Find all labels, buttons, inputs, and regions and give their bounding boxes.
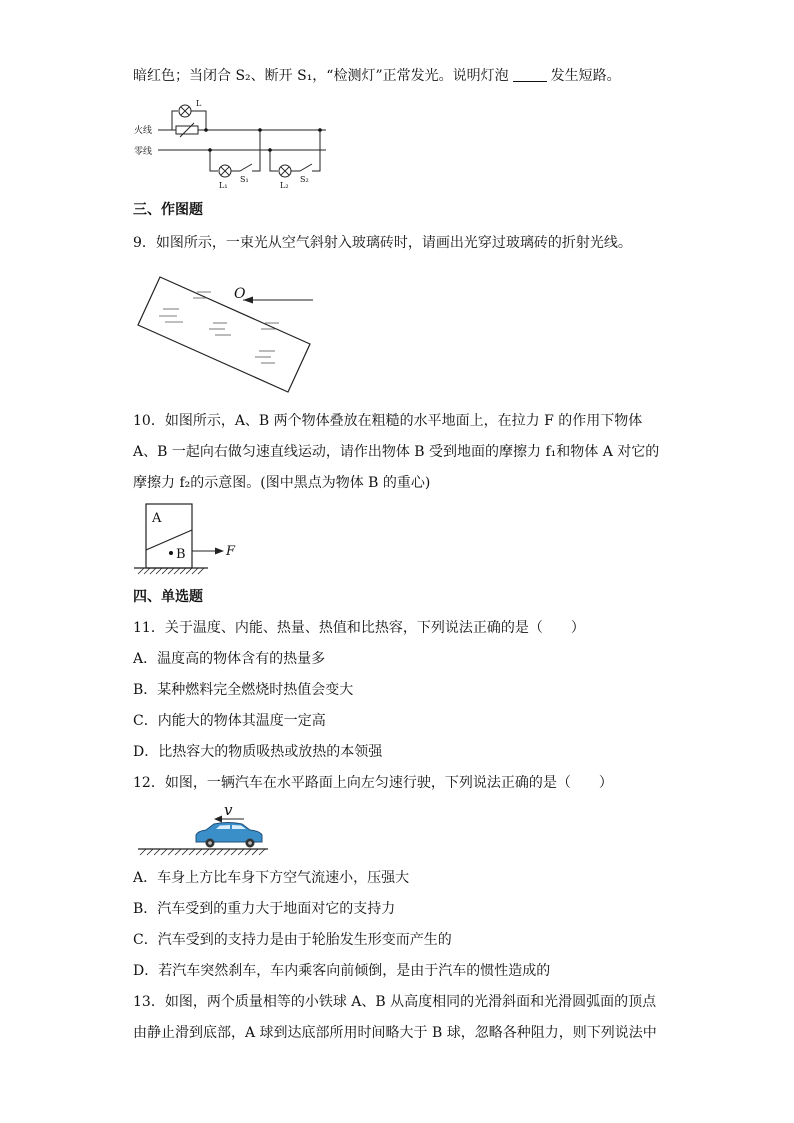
block-b-label: B	[176, 547, 186, 562]
switch-s1-label: S₁	[240, 175, 249, 184]
glass-block-diagram	[135, 265, 315, 395]
velocity-label: v	[224, 801, 233, 819]
live-wire-label: 火线	[134, 126, 153, 136]
lamp-l2-label: L₂	[280, 181, 289, 190]
q11-option-d[interactable]: D．比热容大的物质吸热或放热的本领强	[133, 744, 383, 760]
section-4-title: 四、单选题	[133, 589, 203, 605]
q8-tail-line	[133, 66, 621, 86]
force-f-label: F	[226, 544, 236, 559]
q13-line-2: 由静止滑到底部，A 球到达底部所用时间略大于 B 球，忽略各种阻力，则下列说法中	[133, 1025, 657, 1041]
q8-text-before-blank: 暗红色；当闭合 S₂、断开 S₁，“检测灯”正常发光。说明灯泡	[133, 68, 509, 84]
q11-option-a[interactable]: A．温度高的物体含有的热量多	[133, 651, 326, 667]
lamp-l1-label: L₁	[219, 181, 228, 190]
q11-option-b[interactable]: B．某种燃料完全燃烧时热值会变大	[133, 682, 354, 698]
neutral-wire-label: 零线	[134, 147, 153, 157]
car-icon	[196, 823, 262, 848]
q12-stem: 12．如图，一辆汽车在水平路面上向左匀速行驶，下列说法正确的是（ ）	[133, 775, 613, 791]
block-a-label: A	[152, 511, 162, 526]
q10-line-2: A、B 一起向右做匀速直线运动，请作出物体 B 受到地面的摩擦力 f₁和物体 A 对它的	[133, 444, 660, 460]
q12-option-b[interactable]: B．汽车受到的重力大于地面对它的支持力	[133, 901, 396, 917]
stacked-blocks-diagram	[134, 500, 244, 580]
answer-blank[interactable]	[513, 67, 547, 82]
point-o-label: O	[234, 286, 246, 302]
q12-option-c[interactable]: C．汽车受到的支持力是由于轮胎发生形变而产生的	[133, 932, 452, 948]
lamp-l-label: L	[196, 99, 202, 108]
q10-line-1: 10．如图所示，A、B 两个物体叠放在粗糙的水平地面上，在拉力 F 的作用下物体	[133, 413, 643, 429]
section-3-title: 三、作图题	[133, 202, 203, 218]
q8-text-after-blank: 发生短路。	[550, 68, 621, 84]
q13-line-1: 13．如图，两个质量相等的小铁球 A、B 从高度相同的光滑斜面和光滑圆弧面的顶点	[133, 994, 657, 1010]
q10-line-3: 摩擦力 f₂的示意图。(图中黑点为物体 B 的重心)	[133, 475, 431, 491]
circuit-diagram	[130, 98, 330, 190]
center-of-gravity-dot	[169, 551, 173, 555]
q12-option-a[interactable]: A．车身上方比车身下方空气流速小，压强大	[133, 870, 410, 886]
q12-option-d[interactable]: D．若汽车突然刹车，车内乘客向前倾倒，是由于汽车的惯性造成的	[133, 963, 551, 979]
q11-option-c[interactable]: C．内能大的物体其温度一定高	[133, 713, 326, 729]
q11-stem: 11．关于温度、内能、热量、热值和比热容，下列说法正确的是（ ）	[133, 620, 585, 636]
car-road-diagram	[138, 800, 278, 860]
q9-stem: 9．如图所示，一束光从空气斜射入玻璃砖时，请画出光穿过玻璃砖的折射光线。	[133, 235, 632, 251]
switch-s2-label: S₂	[300, 175, 309, 184]
